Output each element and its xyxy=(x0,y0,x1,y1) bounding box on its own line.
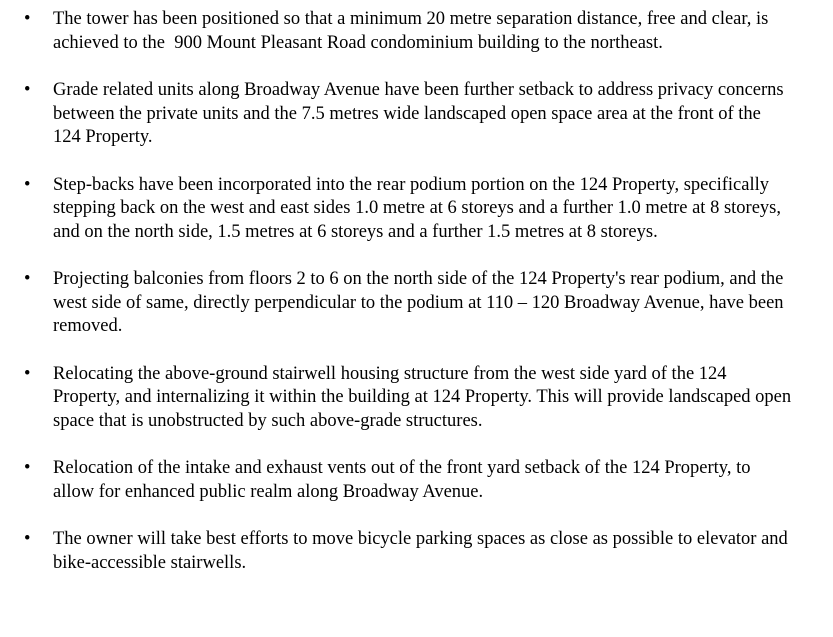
list-item xyxy=(0,457,833,504)
list-item xyxy=(0,79,833,150)
list-item xyxy=(0,363,833,434)
bullet-icon: • xyxy=(24,458,31,478)
bullet-icon: • xyxy=(24,9,31,29)
bullet-icon: • xyxy=(24,174,31,195)
bullet-icon: • xyxy=(24,529,31,549)
list-item xyxy=(0,8,833,55)
bullet-icon: • xyxy=(24,363,31,384)
list-item-text: Step-backs have been incorporated into the rear podium portion on the 124 Property, specifically stepping back on the west and east sides 1.0 metre at 6 storeys and a further 1.0 metre at 8 storeys, and on the north side, 1.5 metres at 6 storeys and a further 1.5 metres at 8 storeys. xyxy=(53,174,786,242)
list-item-text: Grade related units along Broadway Avenue have been further setback to address privacy concerns between the private units and the 7.5 metres wide landscaped open space area at the front of the 124 Property. xyxy=(53,80,789,147)
list-item-text: Projecting balconies from floors 2 to 6 on the north side of the 124 Property's rear podium, and the west side of same, directly perpendicular to the podium at 110 – 120 Broadway Avenue, have been removed. xyxy=(53,269,789,336)
list-item-text: The tower has been positioned so that a minimum 20 metre separation distance, free and clear, is achieved to the 900 Mount Pleasant Road condominium building to the northeast. xyxy=(53,9,774,53)
list-item-text: Relocating the above-ground stairwell housing structure from the west side yard of the 124 Property, and internalizing it within the building at 124 Property. This will provide landscaped open space that is unobstructed by such above-grade structures. xyxy=(53,363,796,431)
list-item-text: The owner will take best efforts to move bicycle parking spaces as close as possible to elevator and bike-accessible stairwells. xyxy=(53,529,793,573)
list-item xyxy=(0,528,833,575)
bullet-icon: • xyxy=(24,80,31,100)
bullet-list xyxy=(0,8,833,599)
list-item xyxy=(0,268,833,339)
bullet-icon: • xyxy=(24,269,31,289)
list-item xyxy=(0,174,833,245)
list-item-text: Relocation of the intake and exhaust vents out of the front yard setback of the 124 Property, to allow for enhanced public realm along Broadway Avenue. xyxy=(53,458,756,502)
